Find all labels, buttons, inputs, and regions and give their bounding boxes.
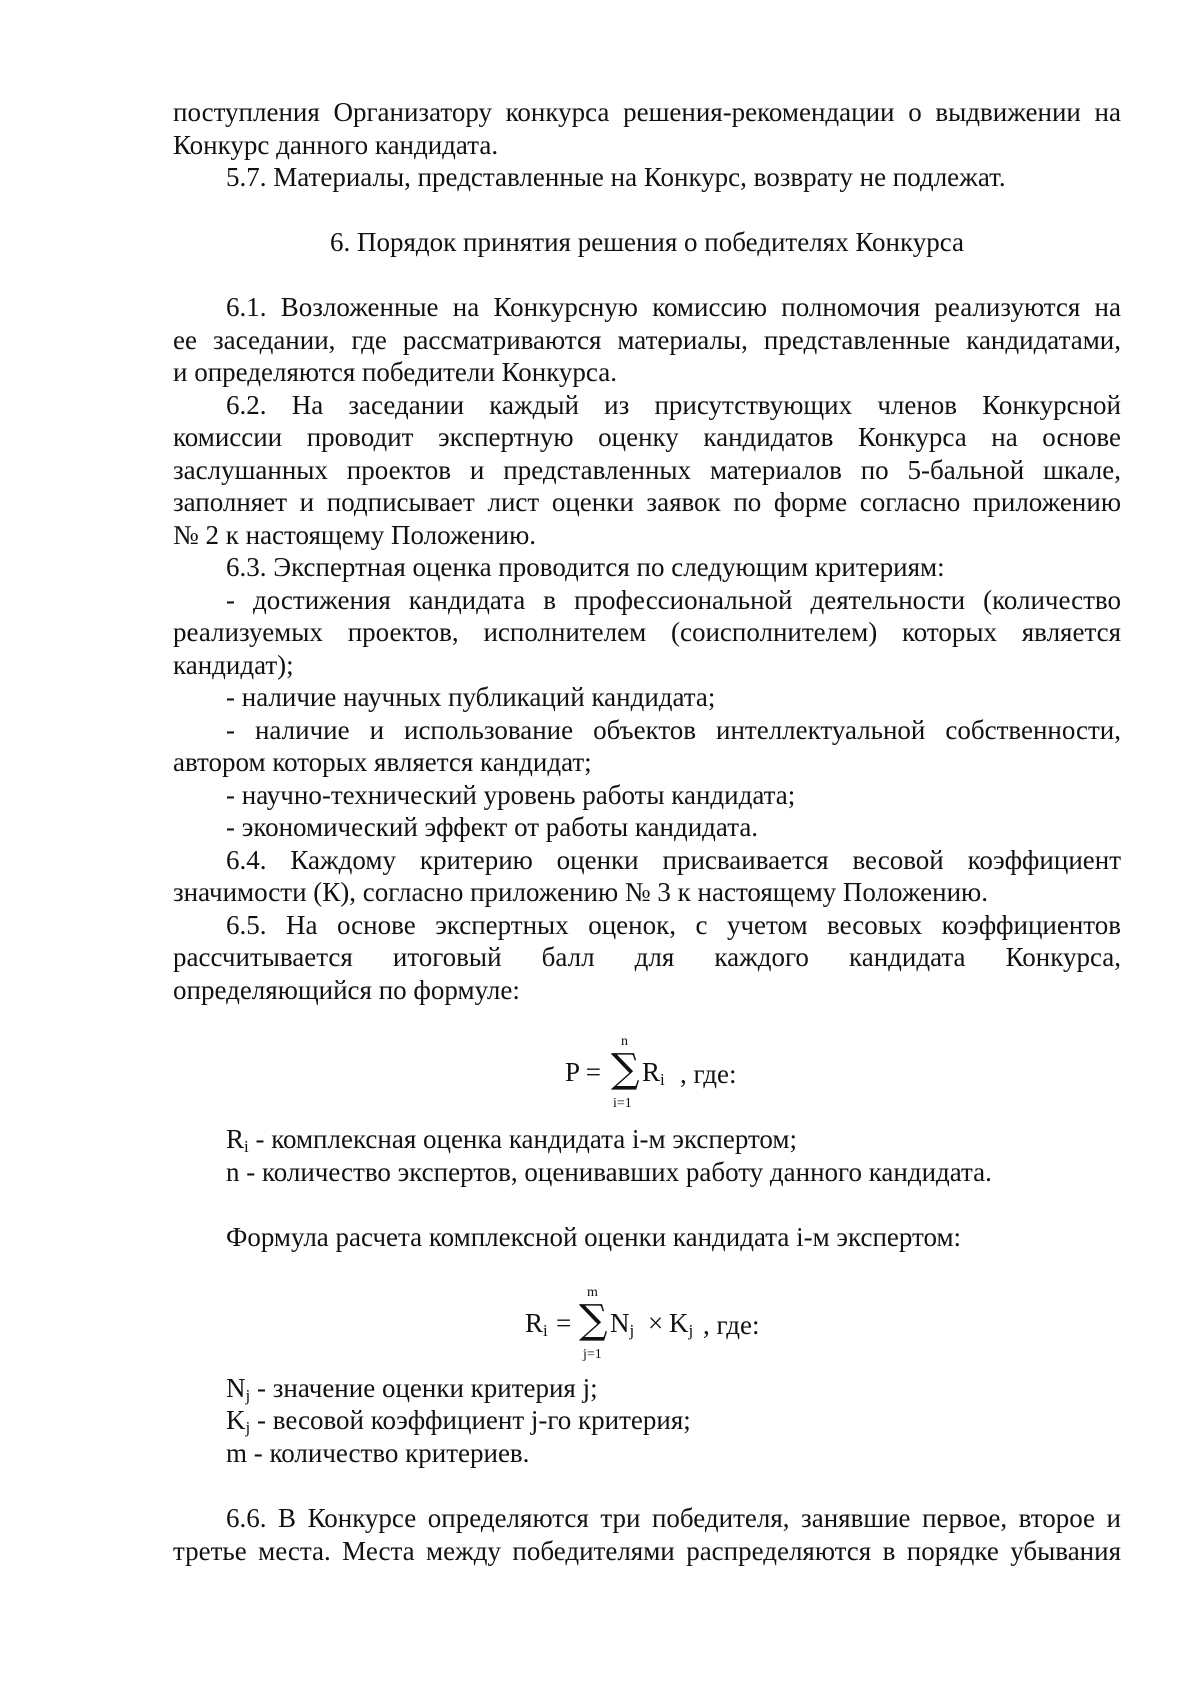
paragraph-line: 6.3. Экспертная оценка проводится по следующим критериям: [226,552,945,582]
list-item: - наличие научных публикаций кандидата; [226,682,716,712]
definition-line: $K_j$ - весовой коэффициент j-го критерия; [226,1405,691,1437]
list-item-continued: реализуемых проектов, исполнителем (соисполнителем) которых является [173,617,1121,647]
formula-tail: , где: [703,1309,760,1340]
list-item-continued: кандидат); [173,649,294,680]
formula-lhs: $R_i$ [525,1307,548,1340]
sum-upper-limit: m [587,1284,598,1300]
list-item: - научно-технический уровень работы кандидата; [226,779,796,810]
closing-paragraph [173,1502,1121,1567]
blank-line [173,259,1121,292]
definitions-2 [173,1372,1121,1503]
formula-factor-n: $N_j$ [610,1307,635,1340]
paragraph-line: 5.7. Материалы, представленные на Конкурс, возврату не подлежат. [226,162,1006,192]
formula-intro: Формула расчета комплексной оценки кандидата i-м экспертом: [226,1222,962,1252]
equals-sign: = [556,1307,572,1338]
formula-lhs: P = [565,1057,601,1087]
formula-term: $R_i$ [642,1057,665,1089]
definition-line: m - количество критериев. [226,1437,530,1468]
definition-line: $R_i$ - комплексная оценка кандидата i-м экспертом; [226,1124,797,1156]
document-body [173,96,1121,1567]
paragraph-line: 6.2. На заседании каждый из присутствующих членов Конкурсной [226,389,1121,420]
definition-line: n - количество экспертов, оценивавших работу данного кандидата. [226,1156,992,1187]
definition-line: $N_j$ - значение оценки критерия j; [226,1372,598,1405]
paragraph-line: 6.1. Возложенные на Конкурсную комиссию полномочия реализуются на [226,292,1121,322]
paragraph-line: 6.4. Каждому критерию оценки присваивается весовой коэффициент [226,844,1121,875]
list-item: - достижения кандидата в профессиональной деятельности (количество [226,584,1121,615]
list-item-continued: автором которых является кандидат; [173,747,592,777]
paragraph-line: комиссии проводит экспертную оценку кандидатов Конкурса на основе [173,422,1121,452]
formula-expert-score [173,1254,1121,1372]
paragraph-line: Конкурс данного кандидата. [173,129,499,160]
sum-sign: ∑ [611,1046,640,1092]
formula-total-score [173,1006,1121,1123]
main-text [173,96,1121,1006]
blank-line [173,194,1121,227]
paragraph-line: и определяются победители Конкурса. [173,357,617,387]
sum-sign: ∑ [579,1296,608,1343]
paragraph-line: заполняет и подписывает лист оценки заявок по форме согласно приложению [173,487,1121,517]
paragraph-line: заслушанных проектов и представленных материалов по 5-бальной шкале, [173,454,1121,485]
paragraph-line: определяющийся по формуле: [173,974,520,1005]
definitions-1 [173,1123,1121,1254]
paragraph-line: третье места. Места между победителями распределяются в порядке убывания [173,1535,1121,1566]
list-item: - экономический эффект от работы кандидата. [226,812,759,842]
paragraph-line: поступления Организатору конкурса решения-рекомендации о выдвижении на [173,97,1121,127]
paragraph-line: ее заседании, где рассматриваются материалы, представленные кандидатами, [173,324,1121,355]
formula-factor-k: $K_j$ [669,1307,694,1340]
sum-upper-limit: n [621,1034,628,1049]
times-sign: × [648,1307,664,1338]
sum-lower-limit: j=1 [583,1346,602,1362]
paragraph-line: 6.5. На основе экспертных оценок, с учетом весовых коэффициентов [226,909,1121,940]
paragraph-line: значимости (К), согласно приложению № 3 к настоящему Положению. [173,877,988,907]
section-heading: 6. Порядок принятия решения о победителях Конкурса [330,227,964,257]
paragraph-line: № 2 к настоящему Положению. [173,519,537,550]
blank-line [173,1469,1121,1502]
formula-tail: , где: [680,1059,737,1089]
sum-lower-limit: i=1 [613,1096,632,1111]
paragraph-line: рассчитывается итоговый балл для каждого кандидата Конкурса, [173,942,1121,972]
blank-line [173,1188,1121,1221]
list-item: - наличие и использование объектов интеллектуальной собственности, [226,714,1121,745]
paragraph-line: 6.6. В Конкурсе определяются три победителя, занявшие первое, второе и [226,1503,1121,1533]
